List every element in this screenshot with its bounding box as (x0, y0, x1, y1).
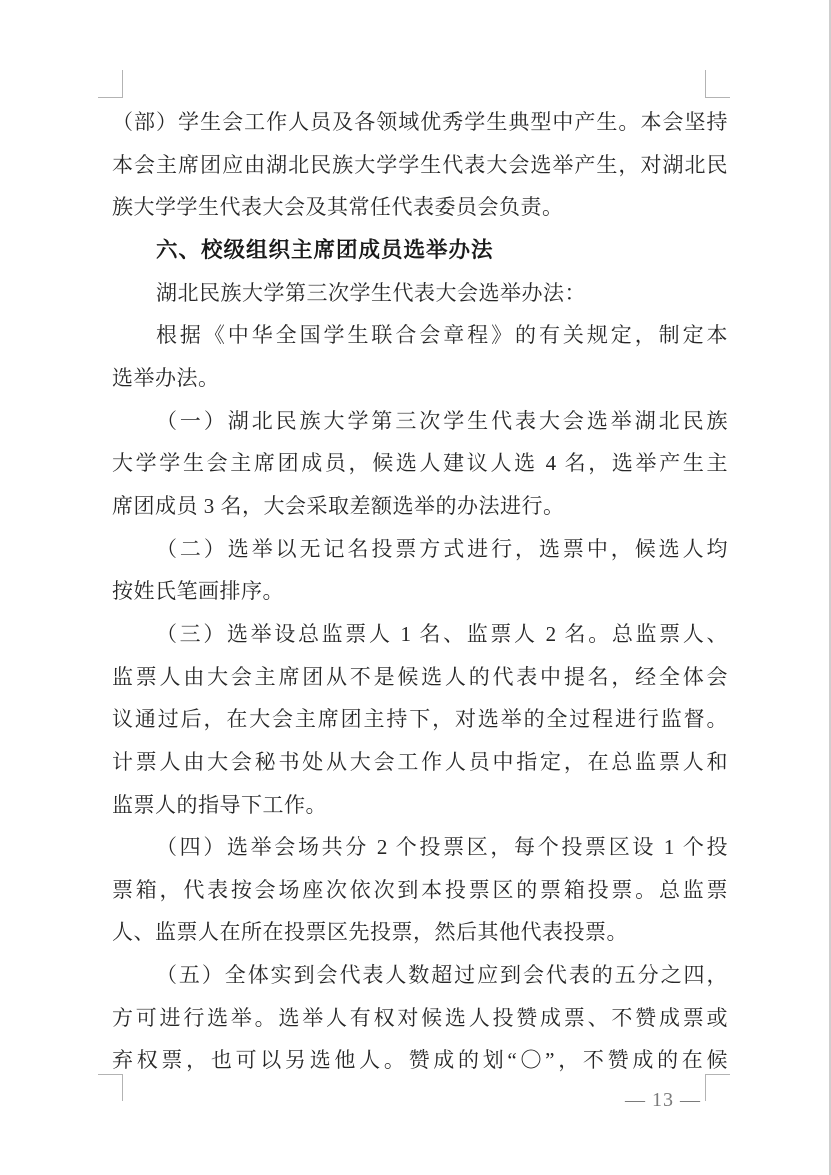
text-line: 按姓氏笔画排序。 (112, 579, 284, 604)
text-line: 根据《中华全国学生联合会章程》的有关规定，制定本 (156, 323, 728, 348)
text-line: 监票人由大会主席团从不是候选人的代表中提名，经全体会 (112, 664, 728, 689)
crop-mark-top-left-icon (98, 70, 123, 98)
text-line: （二）选举以无记名投票方式进行，选票中，候选人均 (156, 536, 728, 561)
text-line: 族大学学生代表大会及其常任代表委员会负责。 (112, 195, 564, 220)
text-line: 议通过后，在大会主席团主持下，对选举的全过程进行监督。 (112, 707, 728, 732)
text-line: 弃权票，也可以另选他人。赞成的划“〇”，不赞成的在候 (112, 1048, 728, 1073)
text-line: 方可进行选举。选举人有权对候选人投赞成票、不赞成票或 (112, 1005, 728, 1030)
text-line: （四）选举会场共分 2 个投票区，每个投票区设 1 个投 (156, 835, 728, 860)
section-heading: 六、校级组织主席团成员选举办法 (156, 237, 494, 262)
text-line: 票箱，代表按会场座次依次到本投票区的票箱投票。总监票 (112, 877, 728, 902)
text-line: 湖北民族大学第三次学生代表大会选举办法： (156, 280, 586, 305)
text-line: 监票人的指导下工作。 (112, 792, 327, 817)
text-line: （一）湖北民族大学第三次学生代表大会选举湖北民族 (156, 408, 728, 433)
text-line: （三）选举设总监票人 1 名、监票人 2 名。总监票人、 (156, 621, 728, 646)
text-line: 计票人由大会秘书处从大会工作人员中指定，在总监票人和 (112, 749, 728, 774)
text-line: 席团成员 3 名，大会采取差额选举的办法进行。 (112, 493, 565, 518)
text-line: 本会主席团应由湖北民族大学学生代表大会选举产生，对湖北民 (112, 152, 728, 177)
text-line: （部）学生会工作人员及各领域优秀学生典型中产生。本会坚持 (112, 110, 728, 134)
text-line: （五）全体实到会代表人数超过应到会代表的五分之四， (156, 963, 728, 988)
text-block (112, 101, 728, 1082)
text-line: 人、监票人在所在投票区先投票，然后其他代表投票。 (112, 920, 628, 945)
crop-mark-top-right-icon (705, 70, 730, 98)
text-line: 选举办法。 (112, 365, 220, 390)
text-line: 大学学生会主席团成员，候选人建议人选 4 名，选举产生主 (112, 451, 728, 476)
page-number: — 13 — (625, 1089, 701, 1111)
